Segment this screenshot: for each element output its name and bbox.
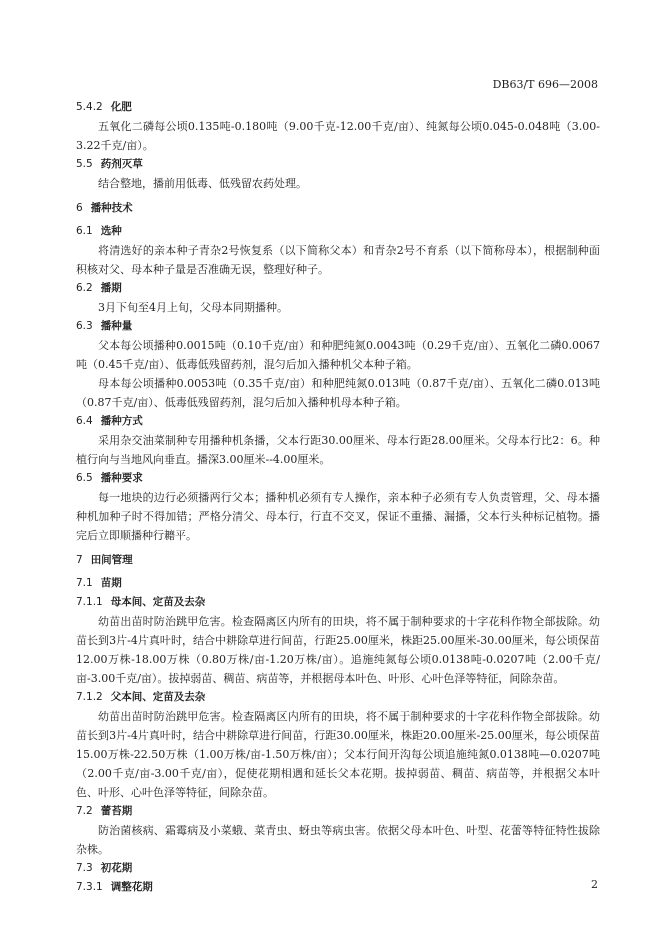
- document-body: [76, 98, 600, 897]
- paragraph: 父本每公顷播种0.0015吨（0.10千克/亩）和种肥纯氮0.0043吨（0.29千克/亩）、五氧化二磷0.0067吨（0.45千克/亩）、低毒低残留药剂，混匀后加入播种机父本种子箱。: [76, 339, 600, 371]
- heading-number: 5.5: [76, 158, 93, 170]
- paragraph: 结合整地，播前用低毒、低残留农药处理。: [98, 177, 307, 190]
- section-heading: [76, 199, 600, 218]
- heading-title: 父本间、定苗及去杂: [110, 691, 206, 703]
- subsection-heading: [76, 574, 600, 593]
- heading-number: 6: [76, 202, 83, 214]
- subsection-heading: [76, 98, 600, 117]
- subsection-heading: [76, 469, 600, 488]
- heading-title: 播期: [100, 282, 122, 294]
- subsection-heading: [76, 317, 600, 336]
- heading-number: 7.2: [76, 805, 93, 817]
- paragraph: 将清选好的亲本种子青杂2号恢复系（以下简称父本）和青杂2号不育系（以下简称母本），根据制种面积核对父、母本种子量是否准确无误，整理好种子。: [76, 244, 600, 276]
- heading-title: 母本间、定苗及去杂: [110, 596, 206, 608]
- subsection-heading: [76, 593, 600, 612]
- heading-number: 7.1: [76, 577, 93, 589]
- paragraph: 幼苗出苗时防治跳甲危害。检查隔离区内所有的田块，将不属于制种要求的十字花科作物全部拔除。幼苗长到3片-4片真叶时，结合中耕除草进行间苗，行距25.00厘米，株距25.00厘米-30.00厘米，每公顷保苗12.00万株-18.00万株（0.80万株/亩-1.20万株/亩）。追施纯氮每公顷0.0138吨-0.0207吨（2.00千克/亩-3.00千克/亩）。拔掉弱苗、稠苗、病苗等，并根据母本叶色、叶形、心叶色泽等特征，间除杂苗。: [76, 615, 600, 685]
- paragraph: 防治菌核病、霜霉病及小菜蛾、菜青虫、蚜虫等病虫害。依据父母本叶色、叶型、花蕾等特征特性拔除杂株。: [76, 824, 600, 856]
- subsection-heading: [76, 688, 600, 707]
- heading-title: 播种量: [100, 320, 133, 332]
- heading-title: 选种: [100, 225, 122, 237]
- subsection-heading: [76, 878, 600, 897]
- paragraph: 采用杂交油菜制种专用播种机条播，父本行距30.00厘米、母本行距28.00厘米。父母本行比2：6。种植行向与当地风向垂直。播深3.00厘米--4.00厘米。: [76, 434, 600, 466]
- heading-title: 播种要求: [100, 472, 143, 484]
- heading-number: 6.5: [76, 472, 93, 484]
- heading-number: 6.4: [76, 415, 93, 427]
- heading-title: 化肥: [110, 101, 132, 113]
- heading-number: 6.1: [76, 225, 93, 237]
- subsection-heading: [76, 222, 600, 241]
- heading-title: 蕾苔期: [100, 805, 133, 817]
- heading-number: 7.1.2: [76, 691, 103, 703]
- heading-number: 7: [76, 554, 83, 566]
- subsection-heading: [76, 859, 600, 878]
- paragraph: 每一地块的边行必须播两行父本；播种机必须有专人操作，亲本种子必须有专人负责管理，父、母本播种机加种子时不得加错；严格分清父、母本行，行直不交叉，保证不重播、漏播，父本行头种标记植物。播完后立即顺播种行耱平。: [76, 491, 600, 542]
- paragraph: 3月下旬至4月上旬，父母本同期播种。: [98, 301, 288, 314]
- paragraph: 幼苗出苗时防治跳甲危害。检查隔离区内所有的田块，将不属于制种要求的十字花科作物全部拔除。幼苗长到3片-4片真叶时，结合中耕除草进行间苗，行距30.00厘米，株距20.00厘米-25.00厘米，每公顷保苗15.00万株-22.50万株（1.00万株/亩-1.50万株/亩）；父本行间开沟每公顷追施纯氮0.0138吨—0.0207吨（2.00千克/亩-3.00千克/亩），促使花期相遇和延长父本花期。拔掉弱苗、稠苗、病苗等，并根据父本叶色、叶形、心叶色泽等特征，间除杂苗。: [76, 710, 600, 799]
- subsection-heading: [76, 802, 600, 821]
- heading-title: 药剂灭草: [100, 158, 143, 170]
- heading-title: 苗期: [100, 577, 122, 589]
- heading-number: 5.4.2: [76, 101, 103, 113]
- heading-title: 播种技术: [90, 202, 133, 214]
- heading-title: 调整花期: [110, 881, 153, 893]
- heading-number: 7.1.1: [76, 596, 103, 608]
- heading-title: 播种方式: [100, 415, 143, 427]
- section-heading: [76, 551, 600, 570]
- subsection-heading: [76, 279, 600, 298]
- paragraph: 母本每公顷播种0.0053吨（0.35千克/亩）和种肥纯氮0.013吨（0.87千克/亩）、五氧化二磷0.013吨（0.87千克/亩）、低毒低残留药剂，混匀后加入播种机母本种子箱。: [76, 377, 600, 409]
- subsection-heading: [76, 155, 600, 174]
- page-number: 2: [591, 878, 598, 891]
- standard-code: DB63/T 696—2008: [492, 78, 598, 91]
- heading-number: 7.3.1: [76, 881, 103, 893]
- heading-number: 7.3: [76, 862, 93, 874]
- heading-number: 6.3: [76, 320, 93, 332]
- paragraph: 五氧化二磷每公顷0.135吨-0.180吨（9.00千克-12.00千克/亩）、纯氮每公顷0.045-0.048吨（3.00-3.22千克/亩）。: [76, 120, 600, 152]
- heading-number: 6.2: [76, 282, 93, 294]
- heading-title: 田间管理: [90, 554, 133, 566]
- subsection-heading: [76, 412, 600, 431]
- heading-title: 初花期: [100, 862, 133, 874]
